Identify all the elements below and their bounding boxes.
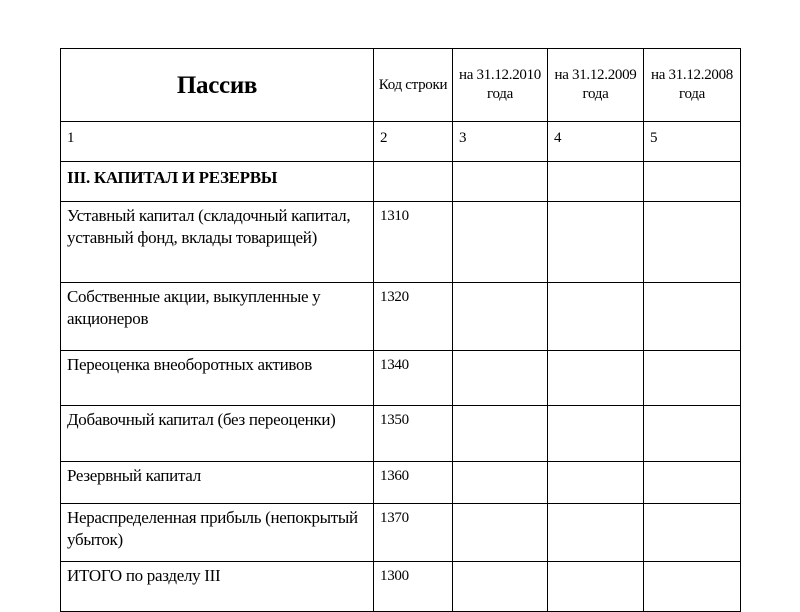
value-cell xyxy=(548,562,644,612)
row-label: Резервный капитал xyxy=(61,462,374,504)
row-code: 1340 xyxy=(374,351,453,406)
value-cell xyxy=(644,406,741,462)
value-cell xyxy=(548,202,644,283)
value-cell xyxy=(644,351,741,406)
balance-sheet-liabilities-table xyxy=(60,48,741,612)
column-header-liabilities: Пассив xyxy=(61,49,374,122)
column-number: 2 xyxy=(374,122,453,162)
row-label: Переоценка внеоборотных активов xyxy=(61,351,374,406)
column-header-date-2009: на 31.12.2009 года xyxy=(548,49,644,122)
table-row xyxy=(61,504,741,562)
row-label: Собственные акции, выкупленные у акционеров xyxy=(61,283,374,351)
column-number: 4 xyxy=(548,122,644,162)
column-number: 5 xyxy=(644,122,741,162)
value-cell xyxy=(644,202,741,283)
column-number: 1 xyxy=(61,122,374,162)
empty-cell xyxy=(644,162,741,202)
column-header-date-2010: на 31.12.2010 года xyxy=(453,49,548,122)
row-code: 1360 xyxy=(374,462,453,504)
table-row xyxy=(61,351,741,406)
header-row xyxy=(61,49,741,122)
section-title: III. КАПИТАЛ И РЕЗЕРВЫ xyxy=(61,162,374,202)
row-code: 1370 xyxy=(374,504,453,562)
table-row xyxy=(61,406,741,462)
column-header-code: Код строки xyxy=(374,49,453,122)
row-code: 1320 xyxy=(374,283,453,351)
value-cell xyxy=(453,562,548,612)
value-cell xyxy=(453,504,548,562)
row-label: Добавочный капитал (без переоценки) xyxy=(61,406,374,462)
row-label: ИТОГО по разделу III xyxy=(61,562,374,612)
value-cell xyxy=(644,462,741,504)
value-cell xyxy=(453,351,548,406)
column-number: 3 xyxy=(453,122,548,162)
row-label: Уставный капитал (складочный капитал, уставный фонд, вклады товарищей) xyxy=(61,202,374,283)
value-cell xyxy=(453,406,548,462)
value-cell xyxy=(453,283,548,351)
value-cell xyxy=(644,562,741,612)
empty-cell xyxy=(374,162,453,202)
table-row xyxy=(61,202,741,283)
row-code: 1300 xyxy=(374,562,453,612)
value-cell xyxy=(548,504,644,562)
column-header-date-2008: на 31.12.2008 года xyxy=(644,49,741,122)
value-cell xyxy=(453,202,548,283)
table-row xyxy=(61,462,741,504)
value-cell xyxy=(644,283,741,351)
column-number-row xyxy=(61,122,741,162)
section-row xyxy=(61,162,741,202)
value-cell xyxy=(548,283,644,351)
table-row xyxy=(61,562,741,612)
table-row xyxy=(61,283,741,351)
value-cell xyxy=(548,462,644,504)
value-cell xyxy=(548,351,644,406)
row-code: 1350 xyxy=(374,406,453,462)
value-cell xyxy=(453,462,548,504)
row-code: 1310 xyxy=(374,202,453,283)
empty-cell xyxy=(548,162,644,202)
value-cell xyxy=(644,504,741,562)
row-label: Нераспределенная прибыль (непокрытый убыток) xyxy=(61,504,374,562)
empty-cell xyxy=(453,162,548,202)
value-cell xyxy=(548,406,644,462)
